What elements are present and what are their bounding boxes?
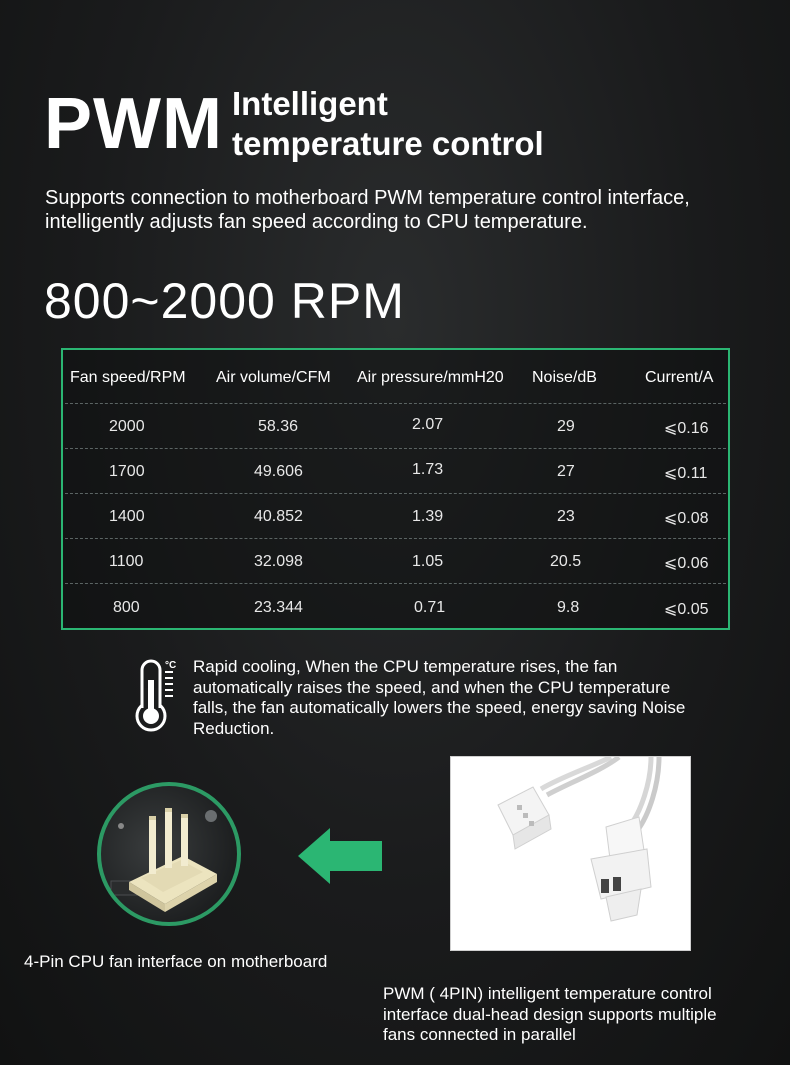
cell-air-pressure: 2.07: [412, 416, 444, 433]
cell-air-volume: 40.852: [254, 508, 303, 525]
headline-subtitle: [232, 84, 544, 164]
column-header-noise: Noise/dB: [532, 369, 597, 386]
cell-air-volume: 58.36: [258, 418, 299, 435]
cooling-line1: Rapid cooling, When the CPU temperature rises, the fan: [193, 657, 618, 676]
table-row: [63, 450, 728, 495]
description-line1: Supports connection to motherboard PWM temperature control interface,: [45, 187, 690, 209]
column-header-current: Current/A: [645, 369, 714, 386]
cell-noise: 27: [557, 463, 575, 480]
table-row: [63, 540, 728, 585]
cooling-line3: falls, the fan automatically lowers the speed, energy saving Noise: [193, 698, 686, 717]
cooling-description: [193, 657, 753, 739]
cell-current: ⩽0.06: [664, 555, 709, 572]
description-line2: intelligently adjusts fan speed according to CPU temperature.: [45, 211, 588, 233]
cooling-line4: Reduction.: [193, 718, 275, 738]
cell-air-pressure: 1.05: [412, 553, 444, 570]
cable-caption-line1: PWM ( 4PIN) intelligent temperature control: [383, 984, 712, 1003]
cell-current: ⩽0.16: [664, 420, 709, 437]
headline-pwm: PWM: [44, 84, 223, 164]
headline-subtitle-line1: Intelligent: [232, 85, 388, 122]
arrow-left-icon: [298, 828, 382, 884]
cell-fan-speed: 800: [113, 599, 140, 616]
cell-noise: 29: [557, 418, 575, 435]
row-divider: [65, 493, 726, 494]
rpm-range: 800~2000 RPM: [44, 273, 405, 329]
cell-fan-speed: 1100: [109, 553, 144, 570]
table-header-row: [63, 350, 728, 404]
cable-caption-line3: fans connected in parallel: [383, 1025, 576, 1044]
motherboard-caption: 4-Pin CPU fan interface on motherboard: [24, 952, 328, 971]
description: [45, 186, 765, 234]
thermometer-icon: [135, 658, 185, 733]
cell-air-pressure: 0.71: [414, 599, 446, 616]
column-header-air-pressure: Air pressure/mmH20: [357, 369, 504, 386]
cell-air-volume: 32.098: [254, 553, 303, 570]
pwm-splitter-cable-photo: [450, 756, 691, 951]
cell-noise: 20.5: [550, 553, 582, 570]
motherboard-connector-photo: [97, 782, 241, 926]
cell-air-volume: 49.606: [254, 463, 303, 480]
row-divider: [65, 448, 726, 449]
column-header-fan-speed: Fan speed/RPM: [70, 369, 186, 386]
cell-fan-speed: 1400: [109, 508, 145, 525]
column-header-air-volume: Air volume/CFM: [216, 369, 331, 386]
cell-noise: 9.8: [557, 599, 580, 616]
cell-air-pressure: 1.39: [412, 508, 444, 525]
cable-caption-line2: interface dual-head design supports multiple: [383, 1004, 717, 1024]
table-row: [63, 495, 728, 540]
cell-noise: 23: [557, 508, 575, 525]
table-row: [63, 586, 728, 631]
row-divider: [65, 538, 726, 539]
cell-fan-speed: 1700: [109, 463, 145, 480]
headline-subtitle-line2: temperature control: [232, 125, 544, 162]
cooling-line2: automatically raises the speed, and when the CPU temperature: [193, 677, 671, 697]
celsius-symbol: °C: [165, 660, 177, 671]
spec-table: [61, 348, 730, 630]
row-divider: [65, 583, 726, 584]
cell-current: ⩽0.08: [664, 510, 709, 527]
cell-air-pressure: 1.73: [412, 461, 444, 478]
table-row: [63, 405, 728, 450]
row-divider: [65, 403, 726, 404]
cell-fan-speed: 2000: [109, 418, 145, 435]
cell-air-volume: 23.344: [254, 599, 303, 616]
cable-caption: [383, 984, 773, 1046]
cell-current: ⩽0.11: [664, 465, 708, 482]
cell-current: ⩽0.05: [664, 601, 709, 618]
